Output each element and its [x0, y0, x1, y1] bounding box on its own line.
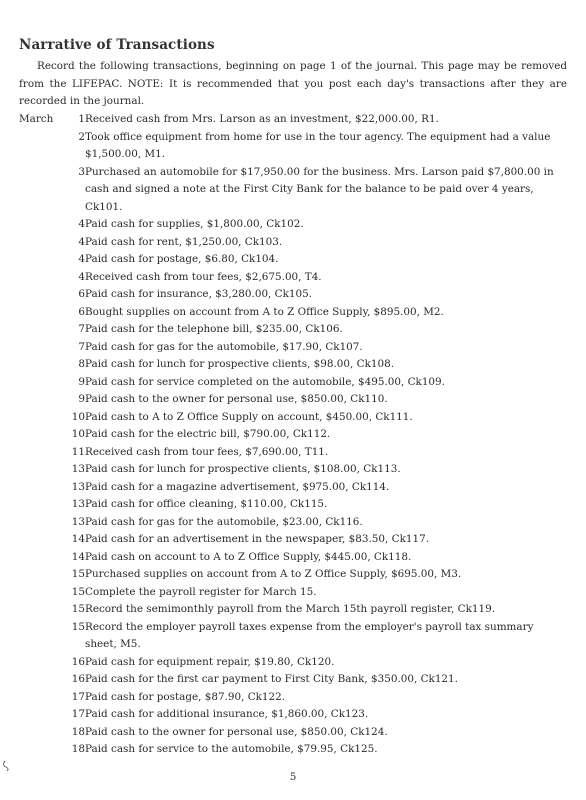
transaction-description: Paid cash for gas for the automobile, $17.90, Ck107. [85, 340, 363, 353]
transaction-description: Paid cash for an advertisement in the newspaper, $83.50, Ck117. [85, 533, 430, 545]
transaction-row [19, 304, 567, 322]
transaction-description: Paid cash for supplies, $1,800.00, Ck102. [85, 218, 304, 230]
transaction-day: 13 [71, 480, 85, 493]
transaction-day: 7 [78, 340, 85, 353]
transaction-day: 10 [71, 428, 85, 440]
transaction-row [19, 129, 567, 164]
binder-ring-mark [2, 760, 11, 772]
transaction-description: Paid cash to the owner for personal use, $850.00, Ck124. [85, 725, 388, 738]
transaction-description: Paid cash for rent, $1,250.00, Ck103. [85, 235, 283, 248]
transaction-day: 7 [78, 323, 85, 335]
transaction-row [19, 724, 567, 742]
transaction-row [19, 619, 567, 654]
transaction-row [19, 269, 567, 287]
transaction-day: 2 [78, 130, 85, 143]
transaction-description: Bought supplies on account from A to Z Office Supply, $895.00, M2. [85, 305, 444, 318]
transaction-description: Received cash from tour fees, $7,690.00, T11. [85, 445, 329, 458]
transaction-row [19, 549, 567, 567]
transaction-description: Paid cash for lunch for prospective clients, $98.00, Ck108. [85, 358, 395, 370]
transaction-description: Received cash from tour fees, $2,675.00, T4. [85, 270, 322, 283]
transaction-day: 16 [71, 655, 85, 668]
transaction-day: 18 [71, 725, 85, 738]
transaction-description: Paid cash on account to A to Z Office Supply, $445.00, Ck118. [85, 550, 412, 563]
transaction-day: 16 [71, 673, 85, 685]
transaction-day: 13 [71, 515, 85, 528]
transaction-day: 14 [71, 533, 85, 545]
transaction-row [19, 391, 567, 409]
transaction-day: 4 [78, 218, 85, 230]
transaction-description: Paid cash for gas for the automobile, $23.00, Ck116. [85, 515, 363, 528]
transaction-description: Paid cash for additional insurance, $1,860.00, Ck123. [85, 708, 369, 720]
transaction-row [19, 356, 567, 374]
transaction-description: Received cash from Mrs. Larson as an investment, $22,000.00, R1. [85, 113, 439, 125]
transaction-day: 1 [78, 113, 85, 125]
transaction-row [19, 426, 567, 444]
transaction-day: 15 [71, 568, 85, 580]
transaction-description: Paid cash for service to the automobile, $79.95, Ck125. [85, 743, 378, 755]
transaction-description: Paid cash for postage, $87.90, Ck122. [85, 690, 286, 703]
transaction-day: 4 [78, 235, 85, 248]
transaction-day: 13 [71, 463, 85, 475]
transaction-row [19, 234, 567, 252]
transaction-description: Paid cash to A to Z Office Supply on account, $450.00, Ck111. [85, 410, 413, 423]
transaction-description: Paid cash for lunch for prospective clients, $108.00, Ck113. [85, 463, 401, 475]
transaction-day: 15 [71, 620, 85, 633]
transaction-description: Paid cash for service completed on the automobile, $495.00, Ck109. [85, 375, 445, 388]
transaction-list [19, 111, 567, 759]
transaction-description: Paid cash for postage, $6.80, Ck104. [85, 253, 279, 265]
transaction-row [19, 601, 567, 619]
transaction-row [19, 321, 567, 339]
transaction-day: 9 [78, 393, 85, 405]
transaction-description: Record the employer payroll taxes expense from the employer's payroll tax summary sheet, M5. [85, 620, 534, 650]
transaction-row [19, 689, 567, 707]
transaction-description: Purchased an automobile for $17,950.00 for the business. Mrs. Larson paid $7,800.00 in cash and signed a note at the First City Bank for the balance to be paid over 4 years, Ck101. [85, 165, 554, 213]
transaction-row [19, 566, 567, 584]
transaction-day: 4 [78, 253, 85, 265]
transaction-description: Paid cash for a magazine advertisement, $975.00, Ck114. [85, 480, 390, 493]
transaction-row [19, 339, 567, 357]
transaction-day: 18 [71, 743, 85, 755]
page-title: Narrative of Transactions [19, 37, 215, 53]
transaction-row [19, 479, 567, 497]
transaction-description: Complete the payroll register for March 15. [85, 585, 317, 598]
transaction-day: 17 [71, 708, 85, 720]
transaction-day: 4 [78, 270, 85, 283]
transaction-row [19, 444, 567, 462]
transaction-row [19, 706, 567, 724]
transaction-day: 15 [71, 603, 85, 615]
transaction-row [19, 741, 567, 759]
transaction-description: Took office equipment from home for use in the tour agency. The equipment had a value $1,500.00, M1. [85, 130, 551, 160]
transaction-description: Paid cash for office cleaning, $110.00, Ck115. [85, 498, 328, 510]
transaction-description: Paid cash for insurance, $3,280.00, Ck105. [85, 288, 313, 300]
transaction-row [19, 671, 567, 689]
month-label: March [19, 113, 54, 125]
transaction-description: Paid cash to the owner for personal use, $850.00, Ck110. [85, 393, 388, 405]
page-number: 5 [289, 771, 297, 783]
transaction-description: Purchased supplies on account from A to Z Office Supply, $695.00, M3. [85, 568, 462, 580]
transaction-row [19, 409, 567, 427]
transaction-day: 8 [78, 358, 85, 370]
transaction-description: Paid cash for the first car payment to First City Bank, $350.00, Ck121. [85, 673, 458, 685]
transaction-row [19, 251, 567, 269]
transaction-day: 15 [71, 585, 85, 598]
intro-paragraph: Record the following transactions, beginning on page 1 of the journal. This page may be removed from the LIFEPAC. NOTE: It is recommended that you post each day's transactions after they are recorded in the journal. [19, 60, 567, 107]
transaction-description: Record the semimonthly payroll from the March 15th payroll register, Ck119. [85, 603, 495, 615]
transaction-day: 6 [78, 288, 85, 300]
transaction-row [19, 496, 567, 514]
transaction-row [19, 164, 567, 217]
transaction-description: Paid cash for equipment repair, $19.80, Ck120. [85, 655, 335, 668]
transaction-day: 3 [78, 165, 85, 178]
transaction-row [19, 654, 567, 672]
transaction-description: Paid cash for the telephone bill, $235.00, Ck106. [85, 323, 343, 335]
transaction-description: Paid cash for the electric bill, $790.00, Ck112. [85, 428, 331, 440]
transaction-day: 6 [78, 305, 85, 318]
transaction-row [19, 531, 567, 549]
transaction-row [19, 374, 567, 392]
transaction-row [19, 461, 567, 479]
transaction-row [19, 584, 567, 602]
transaction-row [19, 286, 567, 304]
transaction-day: 14 [71, 550, 85, 563]
transaction-day: 17 [71, 690, 85, 703]
transaction-row [19, 216, 567, 234]
transaction-day: 13 [71, 498, 85, 510]
transaction-day: 11 [71, 445, 85, 458]
transaction-row [19, 514, 567, 532]
transaction-row [19, 111, 567, 129]
transaction-day: 10 [71, 410, 85, 423]
transaction-day: 9 [78, 375, 85, 388]
